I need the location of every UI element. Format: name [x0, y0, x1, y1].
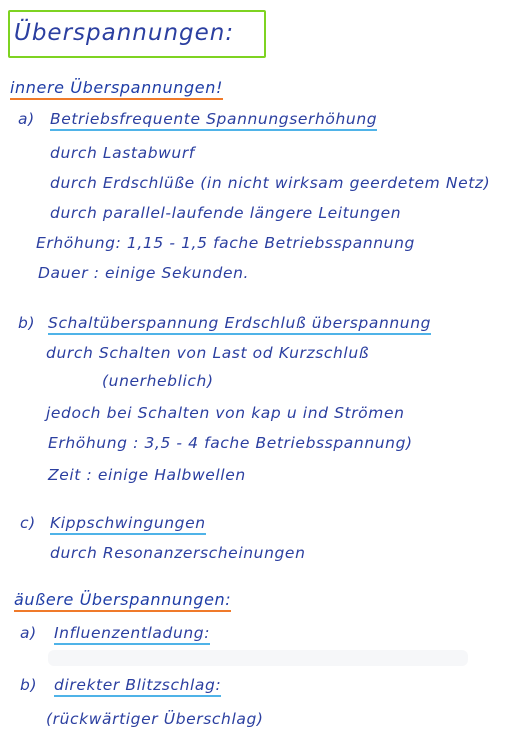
outer-item-b-heading-text: direkter Blitzschlag:	[54, 676, 221, 697]
item-b-line: jedoch bei Schalten von kap u ind Strömen	[46, 404, 405, 422]
item-b-heading-text: Schaltüberspannung Erdschluß überspannung	[48, 314, 431, 335]
section-heading-innere	[10, 80, 223, 96]
item-b-heading	[48, 316, 431, 332]
outer-item-b-label: b)	[20, 676, 38, 694]
outer-item-b-heading	[54, 678, 221, 694]
section-heading-innere-text: innere Überspannungen!	[10, 78, 223, 100]
page-title: Überspannungen:	[14, 20, 235, 46]
item-a-line: Erhöhung: 1,15 - 1,5 fache Betriebsspannung	[36, 234, 415, 252]
item-a-heading-text: Betriebsfrequente Spannungserhöhung	[50, 110, 377, 131]
erased-smudge	[48, 650, 468, 666]
item-a-label: a)	[18, 110, 35, 128]
item-b-line: Zeit : einige Halbwellen	[48, 466, 246, 484]
outer-item-a-label: a)	[20, 624, 37, 642]
outer-item-b-line: (rückwärtiger Überschlag)	[46, 710, 264, 728]
section-heading-aeussere-text: äußere Überspannungen:	[14, 590, 231, 612]
item-a-line: durch parallel-laufende längere Leitungen	[50, 204, 402, 222]
item-c-heading-text: Kippschwingungen	[50, 514, 206, 535]
item-b-line: (unerheblich)	[102, 372, 214, 390]
item-c-line: durch Resonanzerscheinungen	[50, 544, 306, 562]
outer-item-a-heading-text: Influenzentladung:	[54, 624, 210, 645]
item-a-line: durch Lastabwurf	[50, 144, 195, 162]
item-a-line: durch Erdschlüße (in nicht wirksam geerdetem Netz)	[50, 174, 491, 192]
item-a-line: Dauer : einige Sekunden.	[38, 264, 250, 282]
item-b-line: durch Schalten von Last od Kurzschluß	[46, 344, 370, 362]
item-c-heading	[50, 516, 206, 532]
item-a-heading	[50, 112, 377, 128]
item-b-label: b)	[18, 314, 36, 332]
outer-item-a-heading	[54, 626, 210, 642]
section-heading-aeussere	[14, 592, 231, 608]
item-c-label: c)	[20, 514, 36, 532]
item-b-line: Erhöhung : 3,5 - 4 fache Betriebsspannung)	[48, 434, 413, 452]
